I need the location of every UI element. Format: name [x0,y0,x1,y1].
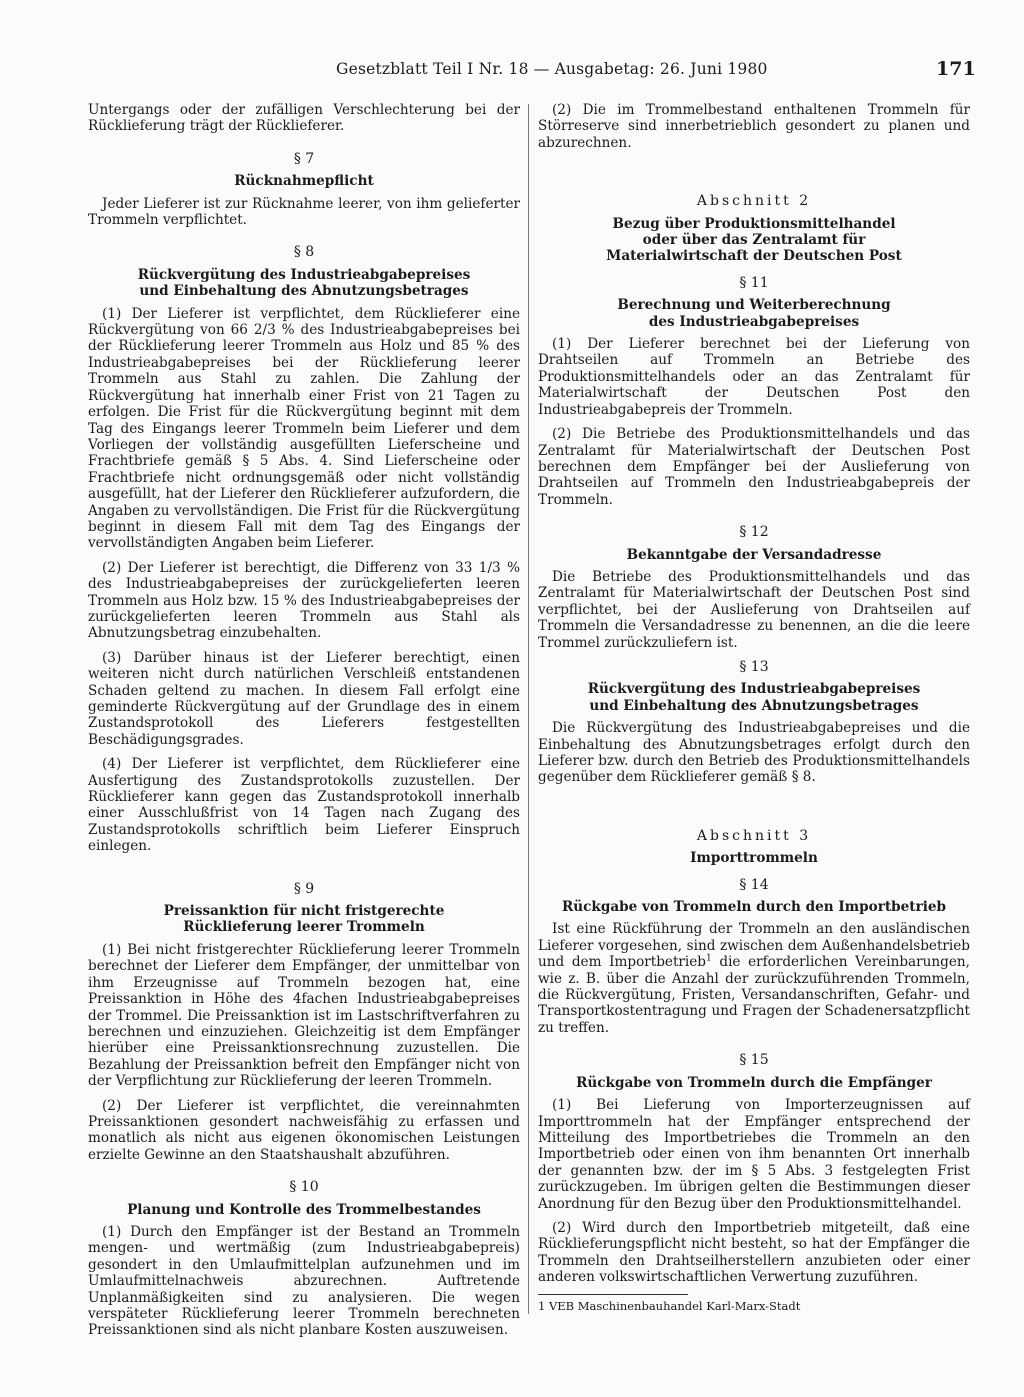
section-12-number: § 12 [739,524,769,541]
section-14-title: Rückgabe von Trommeln durch den Importbetrieb [561,899,947,916]
section-11-paragraph-1: (1) Der Lieferer berechnet bei der Lieferung von Drahtseilen auf Trommeln an Betriebe des Produktionsmittelhandels oder an das Zentralamt für Materialwirtschaft der Deutschen Post den Industrieabgabepreis der Trommeln. [538,336,970,418]
page-header [0,56,1024,86]
section-13-number: § 13 [739,658,769,675]
section-14-number: § 14 [739,876,769,893]
section-13-text: Die Rückvergütung des Industrieabgabepreises und die Einbehaltung des Abnutzungsbetrages erfolgt durch den Lieferer bzw. durch den Betrieb des Produktionsmittelhandels gegenüber dem Rücklieferer gemäß § 8. [538,720,970,786]
section-11-number: § 11 [739,274,769,291]
section-15-paragraph-2: (2) Wird durch den Importbetrieb mitgeteilt, daß eine Rücklieferungspflicht nicht besteht, so hat der Empfänger die Trommeln den Drahtseilherstellern anzubieten oder einer anderen volkswirtschaftlichen Verwertung zuzuführen. [538,1219,970,1286]
section-8-paragraph-4: (4) Der Lieferer ist verpflichtet, dem Rücklieferer eine Ausfertigung des Zustandsprotokolls zuzustellen. Der Rücklieferer kann gegen das Zustandsprotokoll innerhalb einer Ausschlußfrist von 14 Tagen nach Zugang des Zustandsprotokolls schriftlich beim Lieferer Einspruch einlegen. [88,756,520,855]
section-14-text: Ist eine Rückführung der Trommeln an den ausländischen Lieferer vorgesehen, sind zwischen dem Außenhandelsbetrieb und dem Importbetrieb$^1$ die erforderlichen Vereinbarungen, wie z. B. über die Anzahl der zurückzuführenden Trommeln, die Rückvergütung, Fristen, Versandanschriften, Gefahr- und Transportkostentragung und Fragen der Schadenersatzpflicht zu treffen. [538,921,970,1036]
abschnitt-3-title: Importtrommeln [690,850,818,867]
section-10-paragraph-2: (2) Die im Trommelbestand enthaltenen Trommeln für Störreserve sind innerbetrieblich gesondert zu planen und abzurechnen. [538,102,970,151]
section-7-text: Jeder Lieferer ist zur Rücknahme leerer, von ihm gelieferter Trommeln verpflichtet. [88,195,520,229]
header-title: Gesetzblatt Teil I Nr. 18 — Ausgabetag: 26. Juni 1980 [336,60,768,78]
page-number: 171 [936,58,976,80]
footnote: 1 VEB Maschinenbauhandel Karl-Marx-Stadt [538,1298,801,1313]
abschnitt-3-heading: Abschnitt 3 [696,827,812,844]
section-10-title: Planung und Kontrolle des Trommelbestandes [127,1201,481,1218]
section-9-number: § 9 [293,880,315,897]
section-9-title-line-2: Rücklieferung leerer Trommeln [183,919,425,936]
section-9-paragraph-2: (2) Der Lieferer ist verpflichtet, die vereinnahmten Preissanktionen gesondert nachweisfähig zu erfassen und monatlich als nicht aus eigenen ökonomischen Leistungen erzielte Gewinne an den Staatshaushalt abzuführen. [88,1097,520,1163]
section-9-title-line-1: Preissanktion für nicht fristgerechte [163,903,445,920]
section-8-title-line-2: und Einbehaltung des Abnutzungsbetrages [139,283,469,300]
section-15-title: Rückgabe von Trommeln durch die Empfänger [576,1074,932,1091]
section-12-title: Bekanntgabe der Versandadresse [626,546,882,563]
section-10-number: § 10 [289,1179,319,1196]
section-8-title-line-1: Rückvergütung des Industrieabgabepreises [137,266,471,283]
section-8-paragraph-2: (2) Der Lieferer ist berechtigt, die Differenz von 33 1/3 % des Industrieabgabepreises der zurückgelieferten leeren Trommeln aus Holz bzw. 15 % des Industrieabgabepreises der zurückgelieferten leeren Trommeln aus Stahl als Abnutzungsbetrag einzubehalten. [88,559,520,642]
section-13-title-line-2: und Einbehaltung des Abnutzungsbetrages [589,697,919,714]
section-8-paragraph-1: (1) Der Lieferer ist verpflichtet, dem Rücklieferer eine Rückvergütung von 66 2/3 % des Industrieabgabepreises bei der Rücklieferung leerer Trommeln aus Holz und 85 % des Industrieabgabepreises bei der Rücklieferung leerer Trommeln aus Stahl zu zahlen. Die Zahlung der Rückvergütung hat innerhalb einer Frist von 21 Tagen zu erfolgen. Die Frist für die Rückvergütung beginnt mit dem Tag des Eingangs leerer Trommeln beim Lieferer und dem Vorliegen der vollständig ausgefüllten Lieferscheine und Frachtbriefe gemäß § 5 Abs. 4. Sind Lieferscheine oder Frachtbriefe nicht ordnungsgemäß oder nicht vollständig ausgefüllt, hat der Lieferer den Rücklieferer aufzufordern, die Angaben zu vervollständigen. Die Frist für die Rückvergütung beginnt in diesem Fall mit dem Tag des Eingangs der vervollständigten Angaben beim Lieferer. [88,305,520,552]
left-column [88,102,520,1347]
section-15-number: § 15 [739,1052,769,1069]
section-11-paragraph-2: (2) Die Betriebe des Produktionsmittelhandels und das Zentralamt für Materialwirtschaft der Deutschen Post berechnen dem Empfänger bei der Auslieferung von Drahtseilen auf Trommeln den Industrieabgabepreis der Trommeln. [538,426,970,508]
abschnitt-2-title-line-1: Bezug über Produktionsmittelhandel [612,215,896,232]
section-11-title-line-2: des Industrieabgabepreises [648,313,860,330]
section-13-title-line-1: Rückvergütung des Industrieabgabepreises [587,681,921,698]
abschnitt-2-title-line-2: oder über das Zentralamt für [642,232,866,249]
section-15-paragraph-1: (1) Bei Lieferung von Importerzeugnissen auf Importtrommeln hat der Empfänger entsprechend der Mitteilung des Importbetriebes die Trommeln an den Importbetrieb oder einen von ihm benannten Ort innerhalb der genannten bzw. der im § 5 Abs. 3 festgelegten Frist zurückzugeben. Im übrigen gelten die Bestimmungen dieser Anordnung für den Bezug über den Produktionsmittelhandel. [538,1097,970,1212]
abschnitt-2-heading: Abschnitt 2 [696,193,812,210]
section-11-title-line-1: Berechnung und Weiterberechnung [617,297,891,314]
column-divider [528,104,529,1314]
section-7-number: § 7 [293,150,315,167]
section-9-paragraph-1: (1) Bei nicht fristgerechter Rücklieferung leerer Trommeln berechnet der Lieferer dem Empfänger, der unmittelbar von ihm Erzeugnisse auf Trommeln bezogen hat, eine Preissanktion in Höhe des 4fachen Industrieabgabepreises der Trommel. Die Preissanktion ist im Lastschriftverfahren zu berechnen und einzuziehen. Gleichzeitig ist dem Empfänger hierüber eine Preissanktionsrechnung zuzustellen. Die Bezahlung der Preissanktion befreit den Empfänger nicht von der Verpflichtung zur Rücklieferung der leeren Trommeln. [88,941,520,1090]
intro-paragraph: Untergangs oder der zufälligen Verschlechterung bei der Rücklieferung trägt der Rücklieferer. [88,102,520,135]
section-10-paragraph-1: (1) Durch den Empfänger ist der Bestand an Trommeln mengen- und wertmäßig (zum Industrieabgabepreis) gesondert in den Umlaufmittelplan aufzunehmen und im Umlaufmittelnachweis abzurechnen. Auftretende Unplanmäßigkeiten sind zu analysieren. Die wegen verspäteter Rücklieferung leerer Trommeln berechneten Preissanktionen sind als nicht planbare Kosten auszuweisen. [88,1223,520,1339]
fraction: 1/3 [478,559,501,576]
fraction: 2/3 [253,322,276,339]
section-8-paragraph-3: (3) Darüber hinaus ist der Lieferer berechtigt, einen weiteren nicht durch natürlichen Verschleiß entstandenen Schaden geltend zu machen. In diesem Fall erfolgt eine geminderte Rückvergütung auf der Grundlage des in einem Zustandsprotokoll des Lieferers festgestellten Beschädigungsgrades. [88,649,520,748]
right-column [538,102,970,1313]
section-8-number: § 8 [293,244,315,261]
section-12-text: Die Betriebe des Produktionsmittelhandels und das Zentralamt für Materialwirtschaft der Deutschen Post sind verpflichtet, bei der Auslieferung von Drahtseilen auf Trommeln die Versandadresse zu benennen, an die die leere Trommel zurückzuliefern ist. [538,568,970,651]
section-7-title: Rücknahmepflicht [234,173,374,190]
footnote-marker: 1 [706,953,712,964]
abschnitt-2-title-line-3: Materialwirtschaft der Deutschen Post [606,248,902,265]
footnote-rule [538,1294,688,1295]
